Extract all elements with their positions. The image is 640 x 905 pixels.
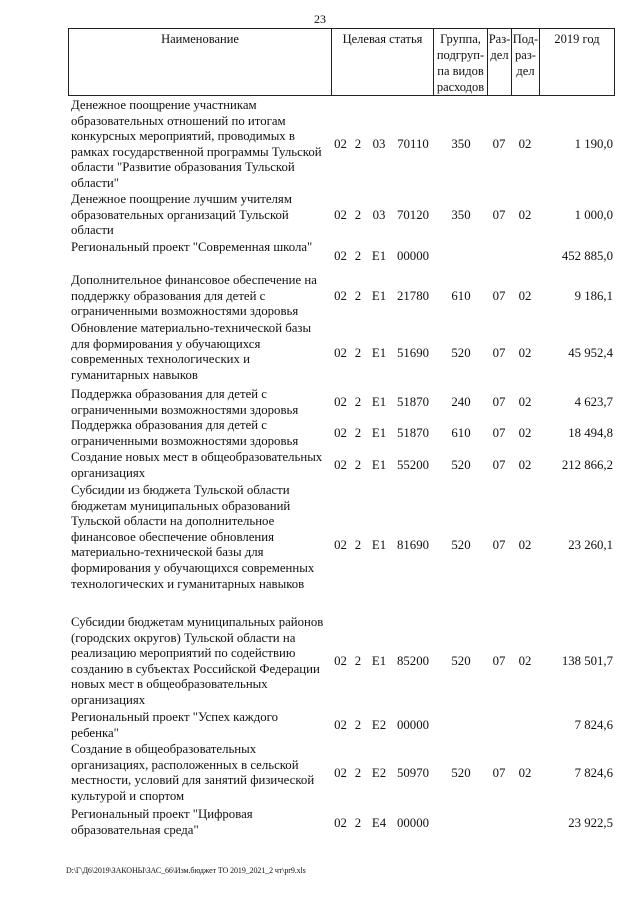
razdel-code: 07 [492,137,506,151]
row-name: Субсидии из бюджета Тульской области бюджетам муниципальных образований Тульской области на дополнительное финансовое обеспечение обновления материально-технической базы для формирования у обучающихся современных технологических и гуманитарных навыков [71,483,315,591]
code-event: E1 [371,654,387,668]
row-name: Денежное поощрение лучшим учителям образовательных организаций Тульской области [71,192,292,238]
row-name: Поддержка образования для детей с ограниченными возможностями здоровья [71,387,299,417]
amount-2019: 7 824,6 [574,718,613,732]
row-name: Поддержка образования для детей с ограниченными возможностями здоровья [71,418,299,448]
code-direction: 51870 [397,395,429,409]
code-event: E1 [371,458,387,472]
code-event: E1 [371,426,387,440]
code-direction: 55200 [397,458,429,472]
code-direction: 85200 [397,654,429,668]
amount-2019: 1 190,0 [574,137,613,151]
podrazdel-code: 02 [518,208,532,222]
podrazdel-code: 02 [518,137,532,151]
code-direction: 00000 [397,816,429,830]
podrazdel-code: 02 [518,289,532,303]
group-code: 520 [451,766,471,780]
podrazdel-code: 02 [518,766,532,780]
code-direction: 51690 [397,346,429,360]
code-event: E2 [371,766,387,780]
row-name: Создание в общеобразовательных организациях, расположенных в сельской местности, условий для занятий физической культурой и спортом [71,742,315,803]
code-subprogram: 2 [354,538,362,552]
row-name: Обновление материально-технической базы для формирования у обучающихся современных технологических и гуманитарных навыков [71,321,312,382]
code-program: 02 [334,458,347,472]
header-group: Группа, подгруп-па видов расходов [433,28,488,96]
header-year: 2019 год [539,28,615,96]
code-direction: 51870 [397,426,429,440]
code-subprogram: 2 [354,249,362,263]
code-subprogram: 2 [354,426,362,440]
razdel-code: 07 [492,654,506,668]
code-event: 03 [372,137,386,151]
code-direction: 00000 [397,249,429,263]
code-subprogram: 2 [354,458,362,472]
code-direction: 21780 [397,289,429,303]
row-name: Региональный проект "Успех каждого ребенка" [71,710,278,740]
razdel-code: 07 [492,766,506,780]
code-event: 03 [372,208,386,222]
row-name: Дополнительное финансовое обеспечение на поддержку образования для детей с ограниченными возможностями здоровья [71,273,317,319]
amount-2019: 452 885,0 [561,249,613,263]
code-subprogram: 2 [354,395,362,409]
code-subprogram: 2 [354,137,362,151]
group-code: 520 [451,346,471,360]
code-program: 02 [334,137,347,151]
header-podrazdel: Под-раз-дел [511,28,540,96]
podrazdel-code: 02 [518,538,532,552]
code-program: 02 [334,208,347,222]
code-subprogram: 2 [354,346,362,360]
amount-2019: 1 000,0 [574,208,613,222]
group-code: 240 [451,395,471,409]
code-event: E2 [371,718,387,732]
group-code: 350 [451,137,471,151]
group-code: 610 [451,426,471,440]
code-program: 02 [334,718,347,732]
podrazdel-code: 02 [518,346,532,360]
code-program: 02 [334,538,347,552]
group-code: 520 [451,654,471,668]
razdel-code: 07 [492,395,506,409]
code-subprogram: 2 [354,816,362,830]
code-subprogram: 2 [354,718,362,732]
row-name: Региональный проект "Современная школа" [71,240,313,254]
code-direction: 50970 [397,766,429,780]
amount-2019: 212 866,2 [561,458,613,472]
header-name: Наименование [68,28,332,96]
header-target: Целевая статья [331,28,434,96]
razdel-code: 07 [492,458,506,472]
code-event: E1 [371,346,387,360]
code-program: 02 [334,395,347,409]
amount-2019: 18 494,8 [568,426,613,440]
amount-2019: 7 824,6 [574,766,613,780]
podrazdel-code: 02 [518,458,532,472]
code-program: 02 [334,654,347,668]
code-subprogram: 2 [354,208,362,222]
amount-2019: 138 501,7 [561,654,613,668]
file-path-footer: D:\Г\Д6\2019\ЗАКОНЫ\ЗАС_66\Изм.бюджет ТО 2019_2021_2 чт\pr9.xls [66,866,306,875]
code-subprogram: 2 [354,654,362,668]
code-program: 02 [334,766,347,780]
amount-2019: 45 952,4 [568,346,613,360]
row-name: Создание новых мест в общеобразовательных организациях [71,450,323,480]
row-name: Субсидии бюджетам муниципальных районов (городских округов) Тульской области на реализацию мероприятий по содействию созданию в субъектах Российской Федерации новых мест в общеобразовательных организациях [71,615,324,707]
code-subprogram: 2 [354,289,362,303]
row-name: Региональный проект "Цифровая образовательная среда" [71,807,253,837]
code-event: E1 [371,395,387,409]
header-razdel: Раз-дел [487,28,512,96]
amount-2019: 23 260,1 [568,538,613,552]
code-program: 02 [334,816,347,830]
group-code: 610 [451,289,471,303]
code-direction: 70120 [397,208,429,222]
razdel-code: 07 [492,289,506,303]
code-direction: 70110 [397,137,429,151]
group-code: 520 [451,458,471,472]
code-program: 02 [334,426,347,440]
razdel-code: 07 [492,346,506,360]
code-event: E1 [371,249,387,263]
podrazdel-code: 02 [518,654,532,668]
code-program: 02 [334,289,347,303]
podrazdel-code: 02 [518,395,532,409]
code-direction: 81690 [397,538,429,552]
code-program: 02 [334,346,347,360]
code-subprogram: 2 [354,766,362,780]
razdel-code: 07 [492,538,506,552]
podrazdel-code: 02 [518,426,532,440]
code-event: E1 [371,538,387,552]
page-number: 23 [314,12,326,26]
razdel-code: 07 [492,208,506,222]
code-direction: 00000 [397,718,429,732]
group-code: 520 [451,538,471,552]
row-name: Денежное поощрение участникам образовательных отношений по итогам конкурсных мероприятий, проводимых в рамках государственной программы Тульской области "Развитие образования Тульской области" [71,98,322,190]
razdel-code: 07 [492,426,506,440]
amount-2019: 23 922,5 [568,816,613,830]
code-event: E4 [371,816,387,830]
amount-2019: 4 623,7 [574,395,613,409]
amount-2019: 9 186,1 [574,289,613,303]
group-code: 350 [451,208,471,222]
code-program: 02 [334,249,347,263]
code-event: E1 [371,289,387,303]
